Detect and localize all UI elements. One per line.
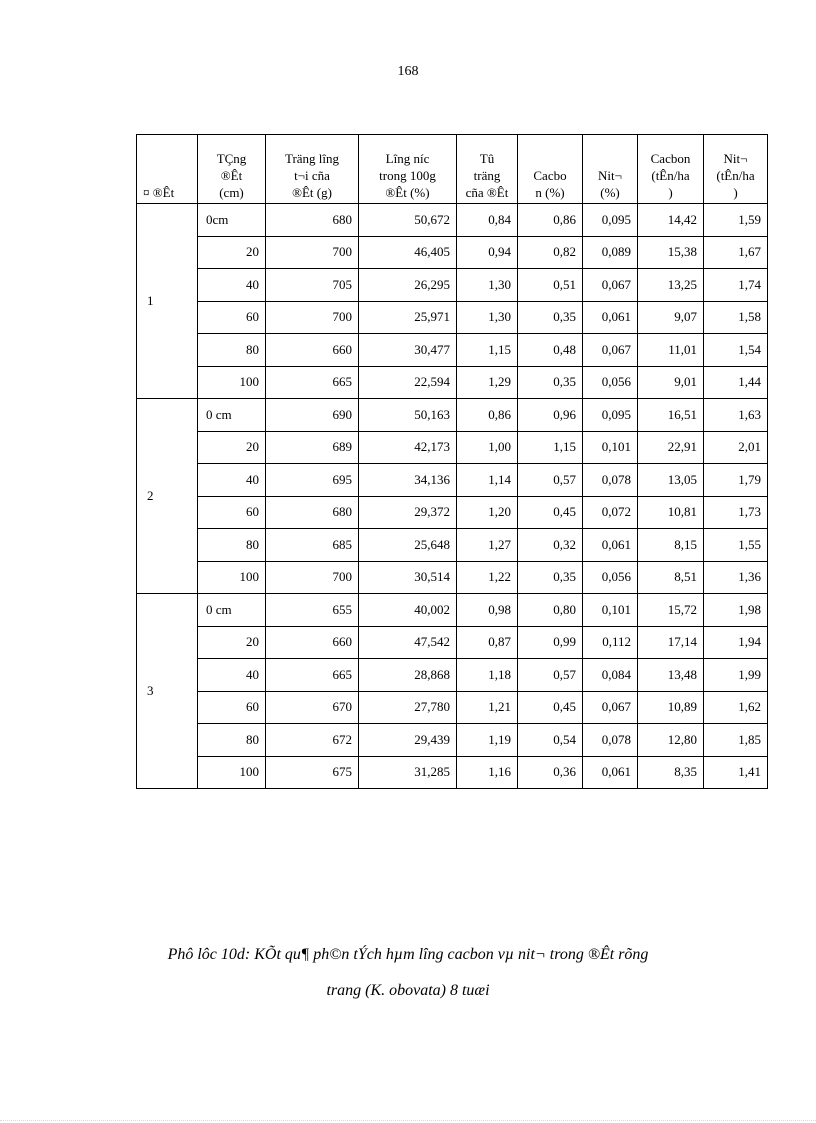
column-header-line: ) xyxy=(733,185,738,200)
column-header-7 xyxy=(583,135,638,204)
value-cell: 0,35 xyxy=(518,301,583,334)
value-cell: 0,96 xyxy=(518,399,583,432)
value-cell: 1,73 xyxy=(704,496,768,529)
value-cell: 31,285 xyxy=(359,756,457,789)
value-cell: 685 xyxy=(266,529,359,562)
table-row xyxy=(137,756,768,789)
depth-cell: 100 xyxy=(198,366,266,399)
value-cell: 0,056 xyxy=(583,366,638,399)
value-cell: 1,98 xyxy=(704,594,768,627)
value-cell: 0,86 xyxy=(518,204,583,237)
value-cell: 0,061 xyxy=(583,756,638,789)
value-cell: 0,45 xyxy=(518,691,583,724)
value-cell: 0,57 xyxy=(518,464,583,497)
table-caption-line-2: trang (K. obovata) 8 tuæi xyxy=(326,982,490,999)
value-cell: 29,372 xyxy=(359,496,457,529)
column-header-2 xyxy=(198,135,266,204)
column-header-9 xyxy=(704,135,768,204)
depth-cell: 20 xyxy=(198,431,266,464)
value-cell: 1,58 xyxy=(704,301,768,334)
column-header-line: Lîng níc xyxy=(385,151,430,166)
value-cell: 13,05 xyxy=(638,464,704,497)
value-cell: 0,067 xyxy=(583,334,638,367)
table-row xyxy=(137,399,768,432)
depth-cell: 100 xyxy=(198,756,266,789)
depth-cell: 40 xyxy=(198,269,266,302)
table-row xyxy=(137,269,768,302)
value-cell: 27,780 xyxy=(359,691,457,724)
value-cell: 13,48 xyxy=(638,659,704,692)
value-cell: 0,87 xyxy=(457,626,518,659)
column-header-8 xyxy=(638,135,704,204)
value-cell: 0,86 xyxy=(457,399,518,432)
column-header-line: TÇng xyxy=(216,151,247,166)
plot-id-cell: 2 xyxy=(137,399,198,594)
column-header-line: (tÊn/ha xyxy=(651,168,690,183)
value-cell: 1,21 xyxy=(457,691,518,724)
value-cell: 1,18 xyxy=(457,659,518,692)
value-cell: 30,514 xyxy=(359,561,457,594)
table-row xyxy=(137,594,768,627)
column-header-3 xyxy=(266,135,359,204)
depth-cell: 100 xyxy=(198,561,266,594)
column-header-line: trong 100g xyxy=(379,168,436,183)
value-cell: 700 xyxy=(266,561,359,594)
depth-cell: 80 xyxy=(198,334,266,367)
value-cell: 9,07 xyxy=(638,301,704,334)
value-cell: 16,51 xyxy=(638,399,704,432)
column-header-1 xyxy=(137,135,198,204)
value-cell: 1,29 xyxy=(457,366,518,399)
table-caption-line-1: Phô lôc 10d: KÕt qu¶ ph©n tÝch hµm lîng cacbon vµ nit¬ trong ®Êt rõng xyxy=(167,946,649,963)
value-cell: 1,79 xyxy=(704,464,768,497)
value-cell: 46,405 xyxy=(359,236,457,269)
value-cell: 22,594 xyxy=(359,366,457,399)
table-row xyxy=(137,301,768,334)
value-cell: 0,57 xyxy=(518,659,583,692)
value-cell: 22,91 xyxy=(638,431,704,464)
value-cell: 0,112 xyxy=(583,626,638,659)
value-cell: 8,51 xyxy=(638,561,704,594)
value-cell: 1,67 xyxy=(704,236,768,269)
depth-cell: 60 xyxy=(198,691,266,724)
value-cell: 0,36 xyxy=(518,756,583,789)
column-header-5 xyxy=(457,135,518,204)
table-row xyxy=(137,691,768,724)
column-header-6 xyxy=(518,135,583,204)
value-cell: 0,51 xyxy=(518,269,583,302)
value-cell: 1,00 xyxy=(457,431,518,464)
value-cell: 42,173 xyxy=(359,431,457,464)
value-cell: 1,22 xyxy=(457,561,518,594)
table-row xyxy=(137,366,768,399)
value-cell: 1,62 xyxy=(704,691,768,724)
value-cell: 25,648 xyxy=(359,529,457,562)
table-row xyxy=(137,659,768,692)
value-cell: 665 xyxy=(266,366,359,399)
column-header-line: (tÊn/ha xyxy=(716,168,755,183)
value-cell: 0,98 xyxy=(457,594,518,627)
table-row xyxy=(137,561,768,594)
value-cell: 28,868 xyxy=(359,659,457,692)
column-header-line: Nit¬ xyxy=(598,168,622,183)
table-row xyxy=(137,496,768,529)
value-cell: 670 xyxy=(266,691,359,724)
column-header-line: (%) xyxy=(600,185,620,200)
value-cell: 8,35 xyxy=(638,756,704,789)
value-cell: 25,971 xyxy=(359,301,457,334)
value-cell: 17,14 xyxy=(638,626,704,659)
value-cell: 700 xyxy=(266,301,359,334)
value-cell: 1,20 xyxy=(457,496,518,529)
column-header-line: ®Êt (%) xyxy=(385,185,430,200)
depth-cell: 60 xyxy=(198,496,266,529)
value-cell: 0,095 xyxy=(583,399,638,432)
value-cell: 1,63 xyxy=(704,399,768,432)
value-cell: 700 xyxy=(266,236,359,269)
value-cell: 0,82 xyxy=(518,236,583,269)
value-cell: 12,80 xyxy=(638,724,704,757)
value-cell: 30,477 xyxy=(359,334,457,367)
column-header-line: n (%) xyxy=(535,185,565,200)
depth-cell: 0cm xyxy=(198,204,266,237)
value-cell: 1,16 xyxy=(457,756,518,789)
value-cell: 8,15 xyxy=(638,529,704,562)
footer-divider xyxy=(0,1120,816,1121)
column-header-line: ¤ ®Êt xyxy=(143,185,175,200)
plot-id-cell: 3 xyxy=(137,594,198,789)
depth-cell: 80 xyxy=(198,724,266,757)
value-cell: 47,542 xyxy=(359,626,457,659)
value-cell: 2,01 xyxy=(704,431,768,464)
plot-id-cell: 1 xyxy=(137,204,198,399)
value-cell: 0,99 xyxy=(518,626,583,659)
value-cell: 1,14 xyxy=(457,464,518,497)
value-cell: 11,01 xyxy=(638,334,704,367)
value-cell: 14,42 xyxy=(638,204,704,237)
column-header-line: (cm) xyxy=(219,185,244,200)
value-cell: 0,078 xyxy=(583,464,638,497)
table-row xyxy=(137,204,768,237)
depth-cell: 80 xyxy=(198,529,266,562)
value-cell: 705 xyxy=(266,269,359,302)
soil-analysis-table xyxy=(136,134,768,789)
value-cell: 29,439 xyxy=(359,724,457,757)
value-cell: 26,295 xyxy=(359,269,457,302)
value-cell: 1,54 xyxy=(704,334,768,367)
value-cell: 50,163 xyxy=(359,399,457,432)
value-cell: 690 xyxy=(266,399,359,432)
value-cell: 0,94 xyxy=(457,236,518,269)
value-cell: 0,84 xyxy=(457,204,518,237)
value-cell: 0,32 xyxy=(518,529,583,562)
column-header-line: ®Êt xyxy=(220,168,243,183)
value-cell: 10,89 xyxy=(638,691,704,724)
value-cell: 1,15 xyxy=(518,431,583,464)
depth-cell: 40 xyxy=(198,659,266,692)
table-header-row xyxy=(137,135,768,204)
value-cell: 50,672 xyxy=(359,204,457,237)
value-cell: 0,80 xyxy=(518,594,583,627)
value-cell: 660 xyxy=(266,334,359,367)
value-cell: 1,59 xyxy=(704,204,768,237)
value-cell: 0,056 xyxy=(583,561,638,594)
column-header-line: Cacbon xyxy=(650,151,691,166)
column-header-4 xyxy=(359,135,457,204)
value-cell: 0,54 xyxy=(518,724,583,757)
value-cell: 0,084 xyxy=(583,659,638,692)
value-cell: 0,089 xyxy=(583,236,638,269)
depth-cell: 20 xyxy=(198,236,266,269)
value-cell: 10,81 xyxy=(638,496,704,529)
table-row xyxy=(137,236,768,269)
depth-cell: 40 xyxy=(198,464,266,497)
depth-cell: 0 cm xyxy=(198,399,266,432)
column-header-line: träng xyxy=(473,168,501,183)
value-cell: 0,067 xyxy=(583,691,638,724)
table-row xyxy=(137,431,768,464)
value-cell: 680 xyxy=(266,204,359,237)
value-cell: 1,85 xyxy=(704,724,768,757)
value-cell: 0,101 xyxy=(583,431,638,464)
value-cell: 672 xyxy=(266,724,359,757)
value-cell: 9,01 xyxy=(638,366,704,399)
value-cell: 40,002 xyxy=(359,594,457,627)
table-row xyxy=(137,626,768,659)
value-cell: 15,38 xyxy=(638,236,704,269)
value-cell: 0,48 xyxy=(518,334,583,367)
value-cell: 665 xyxy=(266,659,359,692)
value-cell: 1,44 xyxy=(704,366,768,399)
depth-cell: 0 cm xyxy=(198,594,266,627)
value-cell: 0,35 xyxy=(518,366,583,399)
value-cell: 655 xyxy=(266,594,359,627)
column-header-line: Cacbo xyxy=(533,168,567,183)
value-cell: 0,078 xyxy=(583,724,638,757)
table-row xyxy=(137,464,768,497)
value-cell: 1,99 xyxy=(704,659,768,692)
value-cell: 0,095 xyxy=(583,204,638,237)
value-cell: 1,30 xyxy=(457,269,518,302)
column-header-line: Träng lîng xyxy=(284,151,340,166)
value-cell: 689 xyxy=(266,431,359,464)
value-cell: 0,067 xyxy=(583,269,638,302)
value-cell: 1,55 xyxy=(704,529,768,562)
value-cell: 13,25 xyxy=(638,269,704,302)
value-cell: 1,74 xyxy=(704,269,768,302)
value-cell: 1,27 xyxy=(457,529,518,562)
value-cell: 1,41 xyxy=(704,756,768,789)
value-cell: 660 xyxy=(266,626,359,659)
depth-cell: 20 xyxy=(198,626,266,659)
value-cell: 0,061 xyxy=(583,301,638,334)
value-cell: 15,72 xyxy=(638,594,704,627)
table-row xyxy=(137,724,768,757)
column-header-line: t¬i cña xyxy=(294,168,330,183)
column-header-line: ) xyxy=(668,185,673,200)
value-cell: 695 xyxy=(266,464,359,497)
column-header-line: Tû xyxy=(479,151,495,166)
value-cell: 0,35 xyxy=(518,561,583,594)
value-cell: 675 xyxy=(266,756,359,789)
value-cell: 1,94 xyxy=(704,626,768,659)
value-cell: 1,30 xyxy=(457,301,518,334)
page-number: 168 xyxy=(397,64,419,79)
value-cell: 34,136 xyxy=(359,464,457,497)
value-cell: 1,15 xyxy=(457,334,518,367)
value-cell: 0,072 xyxy=(583,496,638,529)
column-header-line: cña ®Êt xyxy=(465,185,509,200)
value-cell: 0,101 xyxy=(583,594,638,627)
value-cell: 680 xyxy=(266,496,359,529)
value-cell: 0,45 xyxy=(518,496,583,529)
value-cell: 1,36 xyxy=(704,561,768,594)
value-cell: 1,19 xyxy=(457,724,518,757)
column-header-line: ®Êt (g) xyxy=(292,185,332,200)
depth-cell: 60 xyxy=(198,301,266,334)
table-row xyxy=(137,334,768,367)
value-cell: 0,061 xyxy=(583,529,638,562)
table-row xyxy=(137,529,768,562)
column-header-line: Nit¬ xyxy=(723,151,748,166)
